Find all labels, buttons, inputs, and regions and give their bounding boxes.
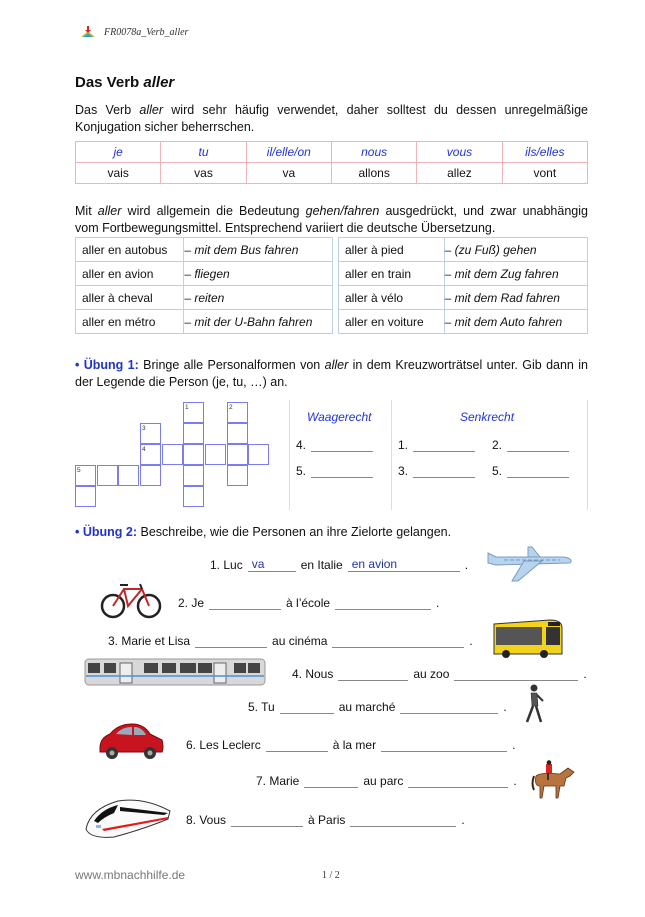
page-title: Das Verb aller: [75, 74, 175, 91]
airplane-icon: [484, 543, 576, 583]
crossword-cell[interactable]: [183, 444, 204, 465]
legend-down-item: 2.: [492, 438, 569, 452]
exercise-1-instructions: • Übung 1: Bringe alle Personalformen von aller in dem Kreuzworträtsel unter. Gib dann in der Legende die Person (je, tu, …) an.: [75, 358, 588, 389]
crossword-cell[interactable]: 2: [227, 402, 248, 423]
translation-row: aller à cheval – reiten: [76, 286, 333, 310]
answer-blank[interactable]: [507, 439, 569, 452]
verb-blank[interactable]: [195, 635, 267, 648]
legend-across-title: Waagerecht: [307, 410, 372, 424]
transport-blank[interactable]: [350, 814, 456, 827]
walking-person-icon: [522, 684, 546, 724]
crossword-cell[interactable]: [227, 444, 248, 465]
verb-form-cell: vont: [502, 163, 587, 184]
verb-blank[interactable]: [209, 597, 281, 610]
verb-form-row: [76, 163, 588, 184]
horse-rider-icon: [530, 760, 576, 800]
pronoun-cell: tu: [161, 142, 246, 163]
crossword-cell[interactable]: 4: [140, 444, 161, 465]
pronoun-cell: ils/elles: [502, 142, 587, 163]
metro-train-icon: [84, 657, 268, 687]
transport-blank[interactable]: [381, 739, 507, 752]
crossword-cell[interactable]: [183, 423, 204, 444]
legend-across: [289, 400, 385, 510]
document-id: FR0078a_Verb_aller: [104, 26, 189, 38]
translation-row: aller à pied – (zu Fuß) gehen: [339, 238, 588, 262]
sentence-8: 8. Vous à Paris .: [186, 813, 465, 827]
answer-blank[interactable]: [413, 465, 475, 478]
crossword-cell[interactable]: [118, 465, 139, 486]
sentence-1: 1. Luc va en Italie en avion .: [210, 557, 469, 572]
legend-down-item: 3.: [398, 464, 475, 478]
crossword-cell[interactable]: [248, 444, 269, 465]
footer-website: www.mbnachhilfe.de: [75, 868, 186, 882]
transport-blank[interactable]: [400, 701, 498, 714]
verb-form-cell: allons: [331, 163, 416, 184]
verb-blank[interactable]: [231, 814, 303, 827]
translation-table-right: [338, 237, 588, 334]
verb-blank[interactable]: [304, 775, 358, 788]
answer-blank[interactable]: [413, 439, 475, 452]
legend-down-item: 1.: [398, 438, 475, 452]
answer-blank[interactable]: [507, 465, 569, 478]
crossword-cell[interactable]: [227, 423, 248, 444]
crossword-cell[interactable]: 1: [183, 402, 204, 423]
verb-form-cell: va: [246, 163, 331, 184]
sentence-7: 7. Marie au parc .: [256, 774, 517, 788]
crossword-cell[interactable]: 5: [75, 465, 96, 486]
pronoun-cell: nous: [331, 142, 416, 163]
meaning-paragraph: Mit aller wird allgemein die Bedeutung gehen/fahren ausgedrückt, und zwar unabhängig vom Fortbewegungsmittel. Entsprechend variiert die deutsche Übersetzung.: [75, 204, 588, 235]
book-logo-icon: [80, 26, 96, 38]
sentence-3: 3. Marie et Lisa au cinéma .: [108, 634, 473, 648]
crossword-cell[interactable]: [183, 486, 204, 507]
verb-form-cell: vas: [161, 163, 246, 184]
crossword-cell[interactable]: [162, 444, 183, 465]
sentence-2: 2. Je à l’école .: [178, 596, 440, 610]
transport-blank[interactable]: [332, 635, 464, 648]
conjugation-table: [75, 141, 588, 184]
crossword-cell[interactable]: [97, 465, 118, 486]
verb-blank[interactable]: [338, 668, 408, 681]
intro-paragraph: Das Verb aller wird sehr häufig verwendet, daher solltest du dessen unregelmäßige Konjugation sicher beherrschen.: [75, 103, 588, 134]
crossword-cell[interactable]: 3: [140, 423, 161, 444]
sentence-4: 4. Nous au zoo .: [292, 667, 587, 681]
verb-form-cell: allez: [417, 163, 502, 184]
legend-down-title: Senkrecht: [460, 410, 515, 424]
transport-blank[interactable]: [408, 775, 508, 788]
verb-form-cell: vais: [76, 163, 161, 184]
verb-blank[interactable]: va: [248, 559, 296, 572]
translation-row: aller en avion – fliegen: [76, 262, 333, 286]
verb-blank[interactable]: [266, 739, 328, 752]
legend-across-item: 4.: [296, 438, 373, 452]
exercise-2-instructions: • Übung 2: Beschreibe, wie die Personen an ihre Zielorte gelangen.: [75, 525, 452, 539]
legend-across-item: 5.: [296, 464, 373, 478]
answer-blank[interactable]: [311, 465, 373, 478]
sentence-6: 6. Les Leclerc à la mer .: [186, 738, 516, 752]
crossword-cell[interactable]: [205, 444, 226, 465]
transport-blank[interactable]: [335, 597, 431, 610]
bicycle-icon: [100, 581, 162, 619]
translation-row: aller en train – mit dem Zug fahren: [339, 262, 588, 286]
page-number: 1 / 2: [322, 870, 340, 881]
transport-blank[interactable]: en avion: [348, 559, 460, 572]
answer-blank[interactable]: [311, 439, 373, 452]
pronoun-cell: vous: [417, 142, 502, 163]
pronoun-cell: il/elle/on: [246, 142, 331, 163]
translation-table-left: [75, 237, 333, 334]
translation-row: aller en voiture – mit dem Auto fahren: [339, 310, 588, 334]
bus-icon: [490, 618, 566, 660]
translation-row: aller à vélo – mit dem Rad fahren: [339, 286, 588, 310]
crossword-cell[interactable]: [75, 486, 96, 507]
translation-row: aller en métro – mit der U-Bahn fahren: [76, 310, 333, 334]
sentence-5: 5. Tu au marché .: [248, 700, 507, 714]
document-header: [80, 26, 188, 38]
pronoun-row: [76, 142, 588, 163]
pronoun-cell: je: [76, 142, 161, 163]
translation-row: aller en autobus – mit dem Bus fahren: [76, 238, 333, 262]
crossword-cell[interactable]: [183, 465, 204, 486]
verb-blank[interactable]: [280, 701, 334, 714]
legend-down: [391, 400, 588, 510]
high-speed-train-icon: [84, 795, 172, 839]
crossword-cell[interactable]: [140, 465, 161, 486]
car-icon: [96, 722, 166, 762]
legend-down-item: 5.: [492, 464, 569, 478]
transport-blank[interactable]: [454, 668, 578, 681]
crossword-cell[interactable]: [227, 465, 248, 486]
